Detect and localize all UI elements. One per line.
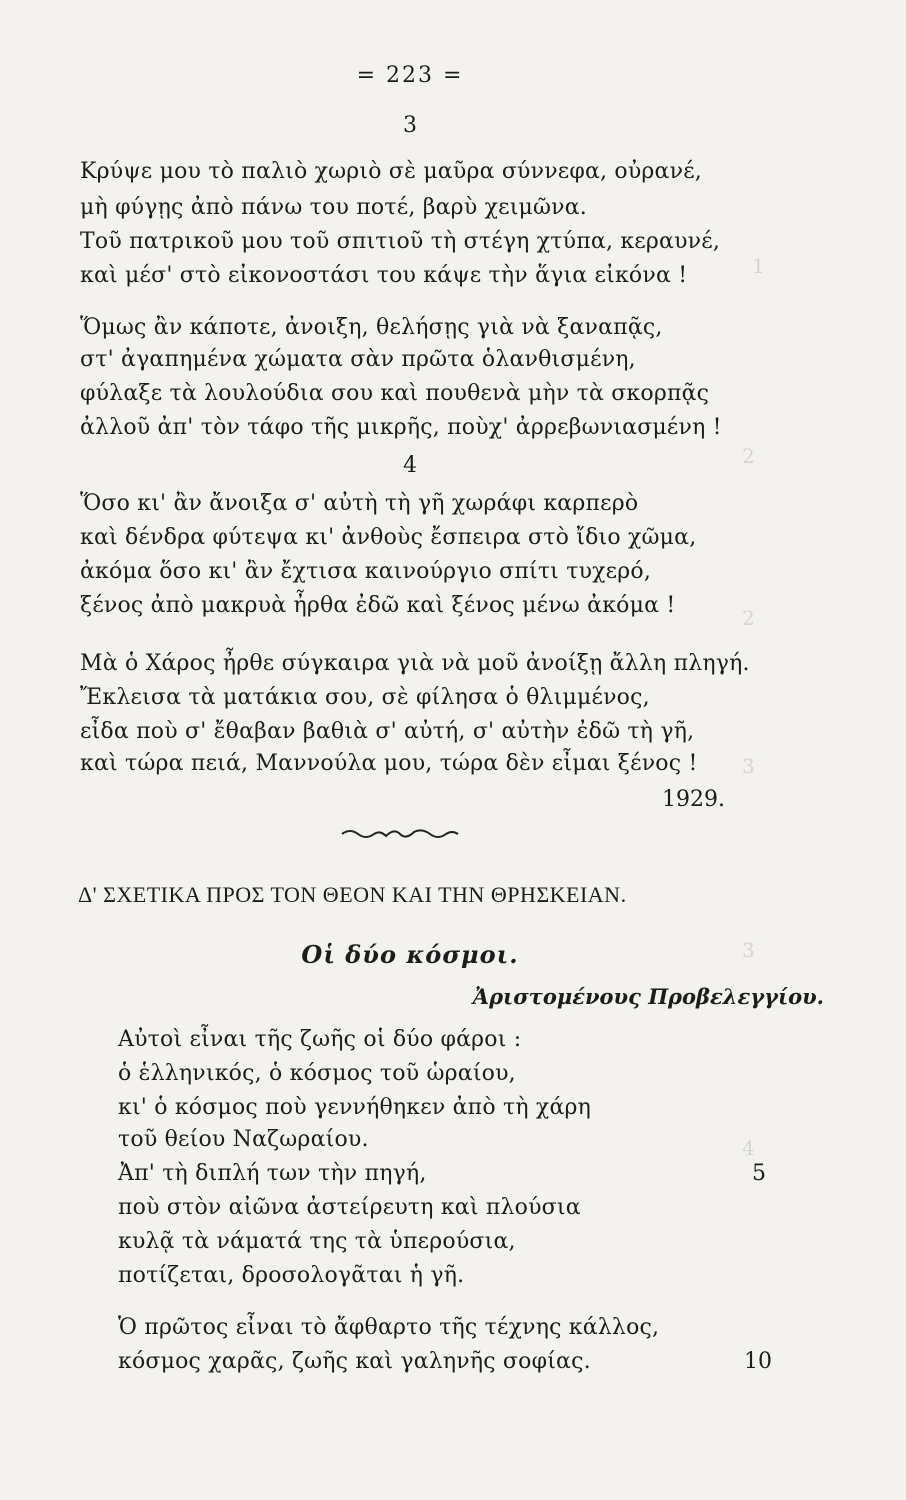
verse-line: ἀκόμα ὅσο κι' ἂν ἔχτισα καινούργιο σπίτι τυχερό, [80,559,652,584]
verse-line: ἀλλοῦ ἀπ' τὸν τάφο τῆς μικρῆς, ποὺχ' ἀρρεβωνιασμένη ! [80,415,722,440]
verse-line: καὶ μέσ' στὸ εἰκονοστάσι του κάψε τὴν ἅγια εἰκόνα ! [80,263,688,288]
verse-line: Τοῦ πατρικοῦ μου τοῦ σπιτιοῦ τὴ στέγη χτύπα, κεραυνέ, [80,229,721,254]
line-number: 10 [744,1349,772,1374]
poem-line: ὁ ἑλληνικός, ὁ κόσμος τοῦ ὡραίου, [118,1061,516,1086]
verse-line: εἶδα ποὺ σ' ἔθαβαν βαθιὰ σ' αὐτή, σ' αὐτὴν ἐδῶ τὴ γῆ, [80,719,695,744]
verse-line: Ἔκλεισα τὰ ματάκια σου, σὲ φίλησα ὁ θλιμμένος, [80,685,650,710]
ornament-divider [340,826,460,846]
bleed-through-mark: 2 [742,444,755,468]
stanza-number: 4 [403,453,417,478]
poem-line: κι' ὁ κόσμος ποὺ γεννήθηκεν ἀπὸ τὴ χάρη [118,1095,592,1120]
poem-line: ποὺ στὸν αἰῶνα ἀστείρευτη καὶ πλούσια [118,1195,581,1220]
bleed-through-mark: 3 [742,754,755,778]
poem-line: τοῦ θείου Ναζωραίου. [118,1127,369,1152]
page-number: = 223 = [356,63,464,88]
verse-line: Ὅσο κι' ἂν ἄνοιξα σ' αὐτὴ τὴ γῆ χωράφι καρπερὸ [80,491,639,516]
verse-line: καὶ τώρα πειά, Μαννούλα μου, τώρα δὲν εἶμαι ξένος ! [80,751,698,776]
verse-line: Ὅμως ἂν κάποτε, ἀνοιξη, θελήσῃς γιὰ νὰ ξαναπᾷς, [80,315,663,340]
bleed-through-mark: 3 [742,938,755,962]
poem-line: ποτίζεται, δροσολογᾶται ἡ γῆ. [118,1263,465,1288]
stanza-number: 3 [403,113,417,138]
bleed-through-mark: 4 [742,1136,755,1160]
verse-line: Μὰ ὁ Χάρος ἦρθε σύγκαιρα γιὰ νὰ μοῦ ἀνοίξῃ ἄλλη πληγή. [80,651,750,676]
poem-title: Οἱ δύο κόσμοι. [301,940,519,969]
poem-line: Ἀπ' τὴ διπλή των τὴν πηγή, [118,1161,427,1186]
poem-line: κυλᾷ τὰ νάματά της τὰ ὑπερούσια, [118,1229,516,1254]
verse-line: Κρύψε μου τὸ παλιὸ χωριὸ σὲ μαῦρα σύννεφα, οὐρανέ, [80,159,702,184]
verse-line: στ' ἀγαπημένα χώματα σὰν πρῶτα ὁλανθισμένη, [80,347,636,372]
verse-line: φύλαξε τὰ λουλούδια σου καὶ πουθενὰ μὴν τὰ σκορπᾷς [80,381,710,406]
poem-dedication: Ἀριστομένους Προβελεγγίου. [472,984,824,1009]
bleed-through-mark: 2 [742,606,755,630]
verse-line: ξένος ἀπὸ μακρυὰ ἦρθα ἐδῶ καὶ ξένος μένω ἀκόμα ! [80,593,676,618]
poem-line: κόσμος χαρᾶς, ζωῆς καὶ γαληνῆς σοφίας. [118,1349,591,1374]
verse-line: καὶ δένδρα φύτεψα κι' ἀνθοὺς ἔσπειρα στὸ ἴδιο χῶμα, [80,525,697,550]
poem-line: Αὐτοὶ εἶναι τῆς ζωῆς οἱ δύο φάροι : [118,1027,522,1052]
verse-line: μὴ φύγῃς ἀπὸ πάνω του ποτέ, βαρὺ χειμῶνα. [80,195,588,220]
poem-line: Ὁ πρῶτος εἶναι τὸ ἄφθαρτο τῆς τέχνης κάλλος, [118,1315,660,1340]
poem-date: 1929. [662,787,725,812]
section-heading: Δ' ΣΧΕΤΙΚΑ ΠΡΟΣ ΤΟΝ ΘΕΟΝ ΚΑΙ ΤΗΝ ΘΡΗΣΚΕΙΑΝ. [78,882,627,907]
line-number: 5 [752,1161,766,1186]
bleed-through-mark: 1 [752,254,765,278]
